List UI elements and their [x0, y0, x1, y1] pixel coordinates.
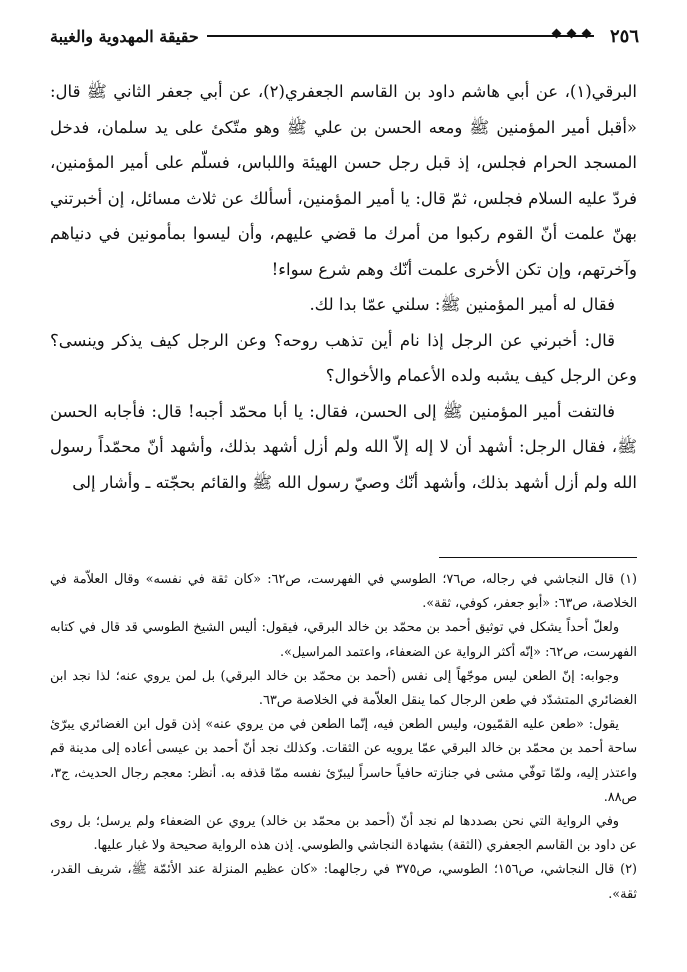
footnote-1-continued: وفي الرواية التي نحن بصددها لم نجد أنّ (أحمد بن محمّد بن خالد) يروي عن الضعفاء ولم يرسل؛ بل روى عن داود بن القاسم الجعفري (الثقة) بشهادة النجاشي والطوسي. إذن هذه الرواية صحيحة ولا غبار عليها.	[50, 814, 637, 854]
footnotes	[50, 568, 637, 907]
diamond-icon	[567, 29, 577, 39]
paragraph: فالتفت أمير المؤمنين ﷺ إلى الحسن، فقال: يا أبا محمّد أجبه! قال: فأجابه الحسن ﷺ، فقال الرجل: أشهد أن لا إله إلاّ الله ولم أزل أشهد بذلك، وأشهد أنّ محمّداً رسول الله ولم أزل أشهد بذلك، وأشهد أنّك وصيّ رسول الله ﷺ والقائم بحجّته ـ وأشار إلى	[50, 401, 637, 492]
paragraph: قال: أخبرني عن الرجل إذا نام أين تذهب روحه؟ وعن الرجل كيف يذكر وينسى؟ وعن الرجل كيف يشبه ولده الأعمام والأخوال؟	[50, 330, 637, 385]
paragraph: فقال له أمير المؤمنين ﷺ: سلني عمّا بدا لك.	[309, 295, 615, 314]
page-number: ٢٥٦	[609, 25, 639, 47]
footnote-1-continued: وجوابه: إنّ الطعن ليس موجّهاً إلى نفس (أحمد بن محمّد بن خالد البرقي) بل لمن يروي عنه؛ لذا نجد ابن الغضائري المتشدّد في طعن الرجال كما ينقل العلاّمة في الخلاصة ص٦٣.	[50, 668, 637, 709]
footnote-1-continued: ولعلّ أحداً يشكل في توثيق أحمد بن محمّد بن خالد البرقي، فيقول: أليس الشيخ الطوسي قد قال في كتابه الفهرست، ص٦٢: «إنّه أكثر الرواية عن الضعفاء، واعتمد المراسيل».	[50, 620, 637, 660]
header-ornament	[553, 30, 590, 37]
footnote-1-continued: يقول: «طعن عليه القمّيون، وليس الطعن فيه، إنّما الطعن في من يروي عنه» إذن قول ابن الغضائري يبرّئ ساحة أحمد بن محمّد بن خالد البرقي عمّا يرويه عن الثقات. وكذلك نجد أنّ أحمد بن عيسى أعاده إلى مدينة قم واعتذر إليه، ولمّا توفّي مشى في جنازته حافياً حاسراً ليبرّئ نفسه ممّا قذفه به. أنظر: معجم رجال الحديث، ج٣، ص٨٨.	[50, 717, 637, 805]
header-rule	[207, 35, 594, 37]
main-text	[50, 74, 637, 500]
diamond-icon	[552, 29, 562, 39]
diamond-icon	[582, 29, 592, 39]
footnote-1: (١) قال النجاشي في رجاله، ص٧٦؛ الطوسي في الفهرست، ص٦٢: «كان ثقة في نفسه» وقال العلاّمة في الخلاصة، ص٦٣: «أبو جعفر، كوفي، ثقة».	[50, 572, 637, 612]
footnote-divider	[439, 557, 637, 558]
page-header	[50, 22, 639, 50]
footnote-2: (٢) قال النجاشي، ص١٥٦؛ الطوسي، ص٣٧٥ في رجالهما: «كان عظيم المنزلة عند الأئمّة ﷺ، شريف القدر، ثقة».	[50, 862, 637, 902]
paragraph: البرقي(١)، عن أبي هاشم داود بن القاسم الجعفري(٢)، عن أبي جعفر الثاني ﷺ قال: «أقبل أمير المؤمنين ﷺ ومعه الحسن بن علي ﷺ وهو متّكئ على يد سلمان، فدخل المسجد الحرام فجلس، إذ قبل رجل حسن الهيئة واللباس، فسلّم على أمير المؤمنين، فردّ عليه السلام فجلس، ثمّ قال: يا أمير المؤمنين، أسألك عن ثلاث مسائل، إن أخبرتني بهنّ علمت أنّ القوم ركبوا من أمرك ما قضي عليهم، وأن ليسوا بمأمونين في دنياهم وآخرتهم، وإن تكن الأخرى علمت أنّك وهم شرع سواء!	[50, 82, 637, 279]
running-title: حقيقة المهدوية والغيبة	[50, 26, 199, 46]
